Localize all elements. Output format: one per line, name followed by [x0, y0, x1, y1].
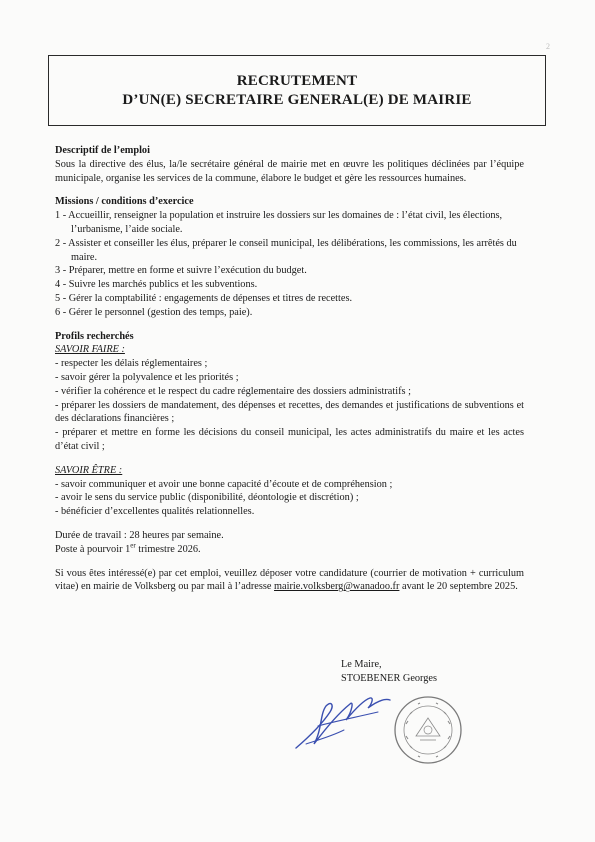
application-text: Si vous êtes intéressé(e) par cet emploi, veuillez déposer votre candidature (courrier de motivation + curriculum vitae) en mairie de Volksberg ou par mail à l’adresse mairie.volksberg@wanadoo.fr avant le 20 septembre 2025.	[55, 567, 524, 593]
title-box	[48, 55, 546, 126]
savoir-etre-item: - avoir le sens du service public (disponibilité, déontologie et discrétion) ;	[55, 492, 359, 504]
page-number: 2	[546, 42, 550, 51]
savoir-faire-item: - préparer les dossiers de mandatement, des dépenses et recettes, des demandes et justifications de subventions et des déclarations financières ;	[55, 399, 524, 425]
savoir-faire-item: - respecter les délais réglementaires ;	[55, 358, 208, 370]
savoir-faire-item: - vérifier la cohérence et le respect du cadre réglementaire des dossiers administratifs ;	[55, 385, 411, 397]
mission-item: 1 - Accueillir, renseigner la population et instruire les dossiers sur les domaines de : l’état civil, les élections, l’urbanisme, l’aide sociale.	[55, 210, 503, 235]
savoir-etre-item: - bénéficier d’excellentes qualités relationnelles.	[55, 506, 255, 518]
signatory-name: STOEBENER Georges	[341, 672, 438, 684]
savoir-etre-item: - savoir communiquer et avoir une bonne capacité d’écoute et de compréhension ;	[55, 478, 393, 490]
savoir-faire-item: - préparer et mettre en forme les décisions du conseil municipal, les actes administratifs du maire et les actes d’état civil ;	[55, 427, 524, 452]
signatory-role: Le Maire,	[341, 659, 382, 670]
descriptif-heading: Descriptif de l’emploi	[55, 145, 150, 156]
mission-item: 4 - Suivre les marchés publics et les subventions.	[55, 279, 258, 291]
mission-item: 3 - Préparer, mettre en forme et suivre l’exécution du budget.	[55, 265, 307, 277]
email-link[interactable]: mairie.volksberg@wanadoo.fr	[274, 581, 400, 593]
mission-item: 6 - Gérer le personnel (gestion des temps, paie).	[55, 306, 253, 318]
signature-block	[341, 658, 437, 686]
profils-heading: Profils recherchés	[55, 330, 134, 342]
title-line-1: RECRUTEMENT	[236, 72, 358, 89]
missions-heading: Missions / conditions d’exercice	[55, 196, 194, 208]
savoir-faire-label: SAVOIR FAIRE :	[55, 344, 125, 356]
work-duration: Durée de travail : 28 heures par semaine.	[55, 529, 224, 541]
savoir-etre-label: SAVOIR ÊTRE :	[55, 464, 123, 476]
handwritten-signature	[292, 686, 402, 756]
start-date: Poste à pourvoir 1er trimestre 2026.	[55, 541, 201, 555]
title-line-2: D’UN(E) SECRETAIRE GENERAL(E) DE MAIRIE	[122, 91, 472, 108]
mission-item: 2 - Assister et conseiller les élus, préparer le conseil municipal, les délibérations, les commissions, les arrêtés du maire.	[55, 237, 517, 263]
mairie-seal-icon	[392, 694, 464, 766]
descriptif-text: Sous la directive des élus, la/le secrétaire général de mairie met en œuvre les politiques déclinées par l’équipe municipale, organise les services de la commune, élabore le budget et gère les ressources humaines.	[55, 158, 524, 184]
document-body	[55, 144, 524, 594]
savoir-faire-item: - savoir gérer la polyvalence et les priorités ;	[55, 371, 239, 383]
mission-item: 5 - Gérer la comptabilité : engagements de dépenses et titres de recettes.	[55, 292, 353, 304]
